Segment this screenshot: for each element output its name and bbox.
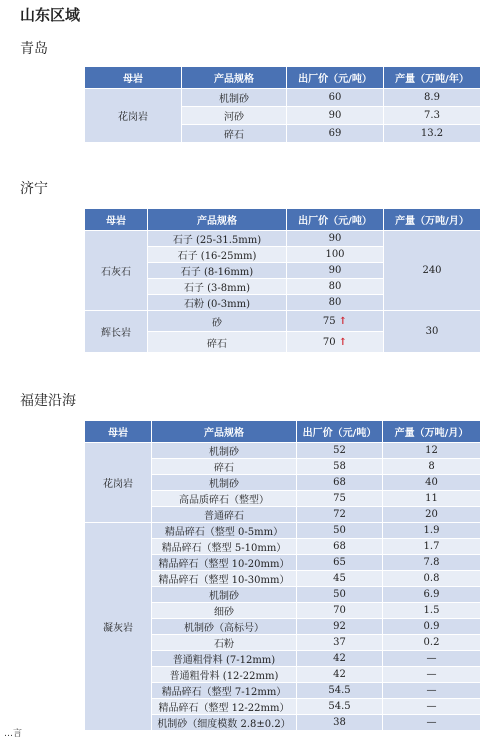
- output-cell: 30: [384, 311, 481, 353]
- header-rock: 母岩: [85, 67, 182, 89]
- price-cell: 75: [297, 491, 383, 507]
- price-cell: 50: [297, 587, 383, 603]
- output-cell: 6.9: [383, 587, 481, 603]
- spec-cell: 机制砂（细度模数 2.8±0.2）: [152, 715, 297, 731]
- header-spec: 产品规格: [152, 421, 297, 443]
- spec-cell: 砂: [148, 311, 287, 332]
- jining-table: [84, 208, 481, 353]
- spec-cell: 石子 (16-25mm): [148, 247, 287, 263]
- price-cell: 60: [287, 89, 384, 107]
- price-cell: 50: [297, 523, 383, 539]
- price-cell: [287, 263, 384, 279]
- price-cell: 37: [297, 635, 383, 651]
- price-cell: 58: [297, 459, 383, 475]
- table-row: [85, 443, 481, 459]
- price-cell: 92: [297, 619, 383, 635]
- spec-cell: 普通粗骨料 (12-22mm): [152, 667, 297, 683]
- header-price: 出厂价（元/吨）: [287, 67, 384, 89]
- spec-cell: 机制砂: [152, 475, 297, 491]
- section-title-fujian: 福建沿海: [20, 393, 76, 409]
- output-cell: 7.3: [384, 107, 481, 125]
- output-cell: 0.9: [383, 619, 481, 635]
- rock-cell: 花岗岩: [85, 443, 152, 523]
- spec-cell: 精品碎石（整型 0-5mm）: [152, 523, 297, 539]
- price-cell: 52: [297, 443, 383, 459]
- price-cell: 54.5: [297, 699, 383, 715]
- spec-cell: 普通碎石: [152, 507, 297, 523]
- rock-cell: 凝灰岩: [85, 523, 152, 731]
- output-cell: 1.7: [383, 539, 481, 555]
- table-row: [85, 231, 481, 247]
- up-arrow-icon: ↑: [338, 336, 348, 348]
- price-cell: 38: [297, 715, 383, 731]
- header-output: 产量（万吨/月）: [383, 421, 481, 443]
- price-cell: 68: [297, 475, 383, 491]
- price-cell: 72: [297, 507, 383, 523]
- spec-cell: 机制砂: [182, 89, 287, 107]
- price-cell: 69: [287, 125, 384, 143]
- table-header-row: [85, 209, 481, 231]
- spec-cell: 机制砂（高标号）: [152, 619, 297, 635]
- header-spec: 产品规格: [148, 209, 287, 231]
- output-cell: 11: [383, 491, 481, 507]
- output-cell: —: [383, 667, 481, 683]
- header-output: 产量（万吨/年）: [384, 67, 481, 89]
- rock-cell: 辉长岩: [85, 311, 148, 353]
- price-value: 90: [328, 233, 342, 244]
- price-value: 80: [328, 297, 342, 308]
- rock-cell: 花岗岩: [85, 89, 182, 143]
- spec-cell: 石粉: [152, 635, 297, 651]
- output-cell: 13.2: [384, 125, 481, 143]
- price-value: 90: [328, 265, 342, 276]
- price-value: 70: [322, 336, 336, 348]
- spec-cell: 高品质碎石（整型）: [152, 491, 297, 507]
- spec-cell: 精品碎石（整型 7-12mm）: [152, 683, 297, 699]
- spec-cell: 精品碎石（整型 10-30mm）: [152, 571, 297, 587]
- table-row: [85, 89, 481, 107]
- page-title: 山东区域: [20, 6, 81, 24]
- spec-cell: 普通粗骨料 (7-12mm): [152, 651, 297, 667]
- price-cell: 70: [297, 603, 383, 619]
- spec-cell: 机制砂: [152, 443, 297, 459]
- output-cell: 40: [383, 475, 481, 491]
- price-cell: [287, 279, 384, 295]
- output-cell: 20: [383, 507, 481, 523]
- up-arrow-icon: ↑: [338, 315, 348, 327]
- bottom-text-fragment: …言: [4, 729, 23, 739]
- price-value: 100: [325, 249, 345, 260]
- fujian-table: [84, 420, 481, 731]
- price-cell: 65: [297, 555, 383, 571]
- spec-cell: 机制砂: [152, 587, 297, 603]
- price-cell: [287, 247, 384, 263]
- header-rock: 母岩: [85, 421, 152, 443]
- output-cell: 12: [383, 443, 481, 459]
- table-header-row: [85, 421, 481, 443]
- price-cell: [287, 332, 384, 353]
- output-cell: 8: [383, 459, 481, 475]
- output-cell: 1.9: [383, 523, 481, 539]
- price-cell: 42: [297, 651, 383, 667]
- output-cell: 0.2: [383, 635, 481, 651]
- output-cell: —: [383, 683, 481, 699]
- price-cell: [287, 311, 384, 332]
- spec-cell: 精品碎石（整型 5-10mm）: [152, 539, 297, 555]
- spec-cell: 石粉 (0-3mm): [148, 295, 287, 311]
- spec-cell: 碎石: [182, 125, 287, 143]
- table-row: [85, 523, 481, 539]
- qingdao-table: [84, 66, 481, 143]
- price-cell: 45: [297, 571, 383, 587]
- header-price: 出厂价（元/吨）: [287, 209, 384, 231]
- table-header-row: [85, 67, 481, 89]
- price-cell: 42: [297, 667, 383, 683]
- spec-cell: 河砂: [182, 107, 287, 125]
- section-title-qingdao: 青岛: [20, 41, 48, 57]
- header-output: 产量（万吨/月）: [384, 209, 481, 231]
- header-spec: 产品规格: [182, 67, 287, 89]
- spec-cell: 石子 (3-8mm): [148, 279, 287, 295]
- output-cell: 0.8: [383, 571, 481, 587]
- price-cell: 54.5: [297, 683, 383, 699]
- spec-cell: 精品碎石（整型 12-22mm）: [152, 699, 297, 715]
- output-cell: 1.5: [383, 603, 481, 619]
- price-cell: [287, 295, 384, 311]
- price-value: 80: [328, 281, 342, 292]
- output-cell: 240: [384, 231, 481, 311]
- price-cell: 68: [297, 539, 383, 555]
- price-cell: 90: [287, 107, 384, 125]
- price-cell: [287, 231, 384, 247]
- spec-cell: 碎石: [152, 459, 297, 475]
- rock-cell: 石灰石: [85, 231, 148, 311]
- output-cell: —: [383, 699, 481, 715]
- price-value: 75: [322, 315, 336, 327]
- output-cell: —: [383, 651, 481, 667]
- spec-cell: 精品碎石（整型 10-20mm）: [152, 555, 297, 571]
- spec-cell: 石子 (25-31.5mm): [148, 231, 287, 247]
- output-cell: 7.8: [383, 555, 481, 571]
- section-title-jining: 济宁: [20, 181, 48, 197]
- output-cell: —: [383, 715, 481, 731]
- spec-cell: 细砂: [152, 603, 297, 619]
- header-price: 出厂价（元/吨）: [297, 421, 383, 443]
- spec-cell: 碎石: [148, 332, 287, 353]
- spec-cell: 石子 (8-16mm): [148, 263, 287, 279]
- output-cell: 8.9: [384, 89, 481, 107]
- header-rock: 母岩: [85, 209, 148, 231]
- table-row: [85, 311, 481, 332]
